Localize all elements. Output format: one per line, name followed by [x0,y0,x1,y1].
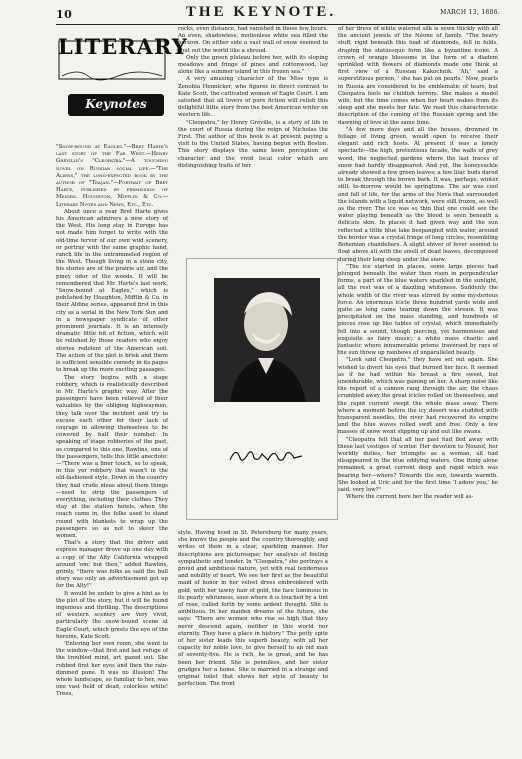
column-1 [56,144,168,748]
paragraph: Only the green plateau before her, with its sloping meadows and fringe of pines and cottonwood, lay alone like a summer island in this frozen sea." [178,54,328,76]
paragraph: "Cleopatra felt that all her past had fled away with these last vestiges of winter. Her devotion to Nouzof, her worldly duties, her triumphs as a woman, all had disappeared in the blue eddying waters. One thing alone remained, a great current deep and rapid which was bearing her—where? Towards the sun, towards warmth. She looked at Uric and for the first time 'I adore you,' he said, very low?" [338,436,498,493]
masthead-keynotes: Keynotes [85,97,147,111]
literary-keynotes-masthead [58,30,188,136]
issue-date: MARCH 13, 1886. [440,9,500,16]
article-summary: "Snow-bound at Eagles."—Bret Harte's last story of the Far West.—Henry Gréville's "Cleopatra."—A touching novel on Russian social life.—"The Aliens," the long-expected book by the author of "Trajan."—Portrait of Bret Harte, published by permission of Messrs. Houghton, Mifflin & Co.—Literary Notes and News, Etc., Etc. [56,144,168,208]
paragraph: "The ice started in places, some large pieces had plunged beneath the water then risen in perpendicular forms, a part of the blue waters sparkled in the sunlight, all the rest was of a dazzling whiteness. Suddenly the whole width of the river was stirred by some mysterious force. An enormous icicle three hundred yards wide and quite as long came tearing down the stream. It was precipitated on the mass standing, and hundreds of pieces rose up like tables of crystal, which immediately fell into a sound, though piercing, yet harmonious and exquisite as fairy music; a white mass chaotic and fantastic where innumerable prisms traversed by rays of the sun threw up rainbows of unparalleled beauty. [338,263,498,357]
paragraph: A very amusing character of the Miss type is Zenobia Hennicker, who figures in direct contrast to Kate Scott, the cultivated woman of Eagle Court. I am satisfied that all lovers of pure fiction will relish this delightful little story from the best American writer on western life. [178,76,328,119]
signature [226,442,306,468]
paragraph: style. Having lived in St. Petersburg for many years, she knows the people and the country thoroughly, and writes of them in a clear, sparkling manner. Her descriptions are picturesque; her analysis of feeling sympathetic and tender. In "Cleopatra," she portrays a proud and ambitious nature, yet with real tenderness and nobility of heart. We see her first as the beautiful maid of honor in her velvet dress embroidered with gold, with her tawny hair of gold, the face luminous in its pearly whiteness, save where it is touched by a tint of rose, called forth by some ardent thought. She is ambitious. In her maiden dreams of the future, she says: "There are women who rise so high that they never descend again, neither in this world nor eternity. They have a place in history." The petty spite of her sister leads this superb beauty, with all her capacity for noble love, to give herself to an old man of seventy-five. He is rich, he is great, and he has been her friend. She is penniless, and her sister grudges her a home. She is married in a strange and original toilet that shows her style of beauty to perfection. The front [178,530,328,688]
paragraph: of her dress of white watered silk is sewn thickly with all the ancient jewels of the Néone of family. "The heavy stuff, rigid beneath this load of diamonds, fell in folds, draping the statuesque form like a byzantine icone. A crown of orange blossoms in the form of a diadem sprinkled with flowers of diamonds made one think at first view of a Russian Kakochnik. 'Ah,' said a superstitious person, ' she has put on pearls.' Now, pearls in Russia are considered to be emblematic of tears, but Cleopatra feels no childish terrors. She makes a model wife, but the time comes when her heart wakes from its sleep and she meets her fate. We read this characteristic description of the coming of the Russian spring and the dawning of love at the same time. [338,26,498,126]
paragraph: The story begins with a stage robbery, which is realistically described in Mr. Harte's graphic way. After the passengers have been relieved of their valuables by the obliging highwaymen, they talk over the incident and try to excuse each other for their lack of courage in allowing themselves to be cowered by half their number. In speaking of stage robberies of the past, as compared to this one, Rawlins, one of the passengers, tells this little anecdote:—"There was a finer touch, so to speak, in this yer robbery that wasn't in the old-fashioned style. Down in the country they had crude ideas about them things—used to strip the passengers of everything, including their clothes. They stay at the station hotels, when the coach came in, the folks used to stand round with blankets to wrap up the passengers so as not to skeer the women. [56,374,168,539]
newspaper-title: THE KEYNOTE. [185,4,337,20]
paragraph: It would be unfair to give a hint as to the plot of the story, but it will be found ingenious and thrilling. The descriptions of western scenery are very vivid, particularly the snow-bound scene at Eagle Court, which greets the eye of the heroine, Kate Scott. [56,590,168,640]
column-2-top [178,26,328,169]
masthead-literary: LITERARY [58,34,188,59]
paragraph: "Cleopatra," by Henry Gréville, is a story of life in the court of Russia during the reign of Nicholas the First. The author of this book is at present paying a visit to the United States, having begun with Boston. This story displays the same keen perception of character and the vivid local color which are distinguishing traits of her [178,119,328,169]
bret-harte-portrait [214,278,320,402]
column-2-bottom [178,530,328,748]
page-number: 10 [56,8,73,21]
paragraph: That's a story that the driver and express manager drove up one day with a copy of the Alty California wrapped around 'em; but then," added Rawlins, grimly, "there was folks as said the bull story was only an advertisement got up for the Alty!" [56,540,168,590]
column-3 [338,26,498,748]
header-rule [56,24,500,25]
paragraph: About once a year Bret Harte gives his American admirers a new story of the West. His long stay in Europe has not made him forget to write with the old-time fervor of our own wild scenery, or portray with the same graphic hand, ranch life in the untrammeled region of the West. Though living in a stone city, his stories are of the prairie air, and the piney odor of the woods. It will be remembered that Mr. Harte's last work, "Snow-bound at Eagles," which is published by Houghton, Mifflin & Co. in their Aldine series, appeared first in this city as a serial in the New York Sun and in a newspaper syndicate of other prominent journals. It is an intensely dramatic little bit of fiction, which will be relished by those readers who enjoy stories redolent of the American soil. The action of the plot is brisk and there is sufficient sensible comedy in its pages to break up the more exciting passages. [56,208,168,374]
masthead-keynotes-banner [68,94,164,116]
paragraph: "Look said Cleopatra," they have set out again. She wished to divert his eyes that burned her face. It seemed as if he had within his breast a fire sweet, but unendurable, which was gaining on her. A sharp noise like the report of a cannon rang through the air, the chaos crumbled away the great icicles rolled on themselves, and the rapid current swept the whole mass away. There where a moment before the icy desert was studded with transparent needles, the river had recovered its empire and the blue waves rolled swift and free. Only a few masses of snow went slipping up and out like swans. [338,357,498,436]
paragraph: Where the current bore her the reader will as- [346,494,474,501]
paragraph: "A few more days and all the houses, drowned in foliage of living green, would open to receive their elegant and rich hosts. At present it was a lonely spectacle—the high, pretentious facade, the walls of grey wood, the neglected gardens where the last traces of snow had hardly disappeared. And yet, the honeysuckle already showed a few green leaves; a few lilac buds dared to break through the brown bark. It was, perhaps, winter still; to-morrow would be springtime. The air was cool and full of life, for the arms of the Neva that surrounded the islands with a liquid network, were still frozen, as well as the river. The ice was so thin that one could see the water playing beneath as the blood is seen beneath a delicate skin. In places it had given way and the sun reflected a little blue lake bespangled with water, around the border was a crystal fringe of long circles, resembling Bohemian chandeliers. A slight shiver of fever seemed to float above all with the smell of dead leaves, decomposed during their long sleep under the snow. [338,126,499,263]
paragraph: 'Entering her own room, she went to the window—that first and last refuge of the troubled mind, art gazed out. She rubbed first her eyes and then the rain-dimmed pane. It was no illusion! The whole landscape, so familiar to her, was one vast field of dead, colorless white! Trees, [56,641,168,698]
portrait-image [214,278,320,402]
paragraph: rocks, even distance, had vanished in those few hours. An even, shadowless, motionless white sea filled the horizon. On either side a vast wall of snow seemed to shut out the world like a shroud. [178,26,328,54]
